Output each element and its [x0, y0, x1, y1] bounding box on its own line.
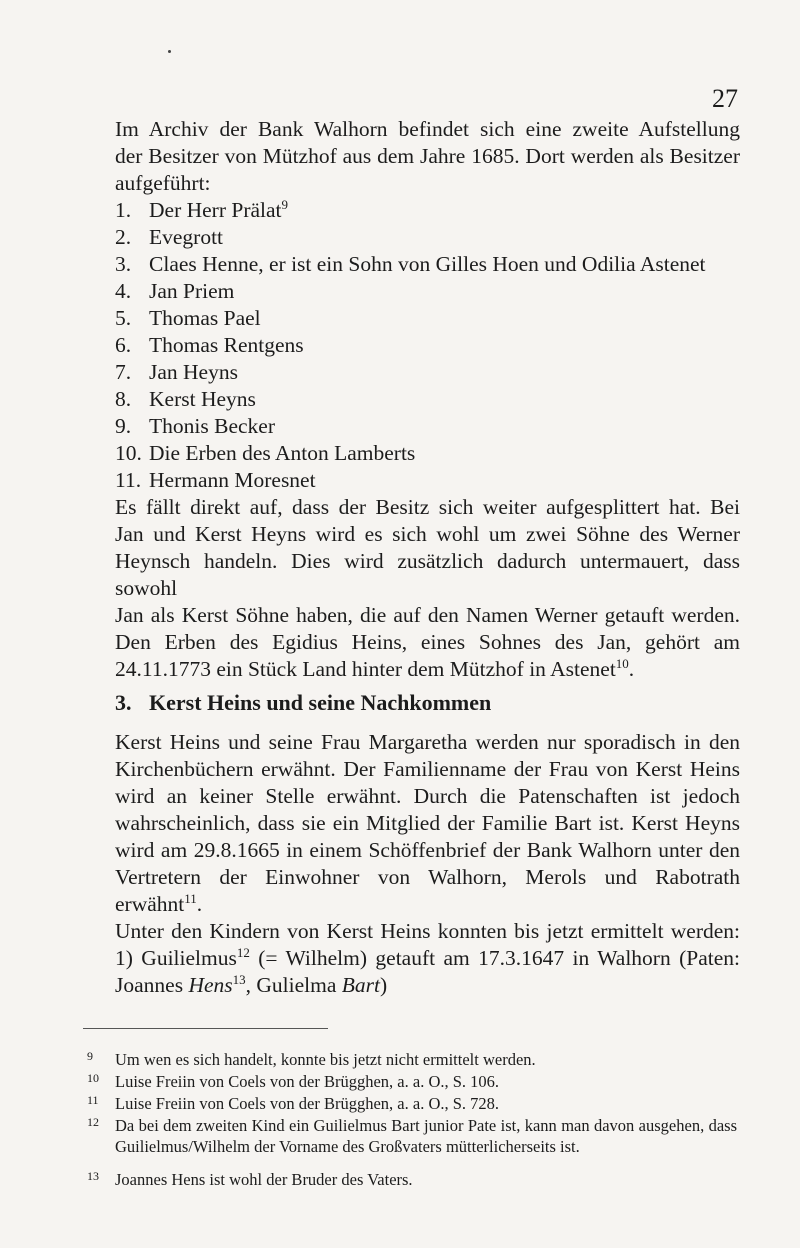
text-line: wahrscheinlich, dass sie ein Mitglied der Familie Bart ist. Kerst Heyns: [115, 811, 740, 835]
paragraph-besitz: [115, 494, 740, 683]
owners-list: [115, 197, 740, 494]
footnote: 13 Joannes Hens ist wohl der Bruder des Vaters.: [87, 1169, 413, 1189]
section-heading: 3. Kerst Heins und seine Nachkommen: [115, 690, 492, 715]
text-line: Kerst Heins und seine Frau Margaretha werden nur sporadisch in den: [115, 730, 740, 754]
text-line: der Besitzer von Mützhof aus dem Jahre 1685. Dort werden als Besitzer: [115, 144, 740, 168]
list-item: 4. Jan Priem: [115, 279, 235, 303]
list-item: 2. Evegrott: [115, 225, 224, 249]
text-line: aufgeführt:: [115, 171, 211, 195]
child-entry: 1) Guilielmus$^{12}$ (= Wilhelm) getauft am 17.3.1647 in Walhorn (Paten:: [115, 944, 740, 970]
text-line: Es fällt direkt auf, dass der Besitz sich weiter aufgesplittert hat. Bei: [115, 495, 740, 519]
list-item: 7. Jan Heyns: [115, 360, 238, 384]
text-line: 24.11.1773 ein Stück Land hinter dem Mützhof in Astenet$^{10}$.: [115, 655, 635, 681]
text-line: Heynsch handeln. Dies wird zusätzlich dadurch untermauert, dass sowohl: [115, 549, 740, 600]
footnote: 9 Um wen es sich handelt, konnte bis jetzt nicht ermittelt werden.: [87, 1049, 536, 1069]
paragraph-kerst: [115, 729, 740, 999]
list-item: 9. Thonis Becker: [115, 414, 275, 438]
text-line: wird an keiner Stelle erwähnt. Durch die Patenschaften ist jedoch: [115, 784, 740, 808]
list-item: 1. Der Herr Prälat$^9$: [115, 196, 289, 222]
ink-speck: [168, 50, 171, 53]
footnote: 11 Luise Freiin von Coels von der Brügghen, a. a. O., S. 728.: [87, 1093, 500, 1113]
text-line: Kirchenbüchern erwähnt. Der Familienname der Frau von Kerst Heins: [115, 757, 740, 781]
footnote: 12 Da bei dem zweiten Kind ein Guilielmus Bart junior Pate ist, kann man davon ausgehen, dass Guilielmus/Wilhelm der Vorname des Großvaters mütterlicherseits ist.: [87, 1115, 737, 1156]
page-number: 27: [712, 84, 738, 113]
intro-paragraph: [115, 116, 740, 197]
list-item: 10. Die Erben des Anton Lamberts: [115, 441, 416, 465]
footnote: 10 Luise Freiin von Coels von der Brügghen, a. a. O., S. 106.: [87, 1071, 500, 1091]
child-entry-line2: Joannes Hens$^{13}$, Gulielma Bart): [115, 971, 388, 997]
list-item: 3. Claes Henne, er ist ein Sohn von Gilles Hoen und Odilia Astenet: [115, 252, 706, 276]
text-line: Jan und Kerst Heyns wird es sich wohl um zwei Söhne des Werner: [115, 522, 740, 546]
text-line: Unter den Kindern von Kerst Heins konnten bis jetzt ermittelt werden:: [115, 919, 740, 943]
list-item: 11. Hermann Moresnet: [115, 468, 316, 492]
list-item: 5. Thomas Pael: [115, 306, 261, 330]
text-line: wird am 29.8.1665 in einem Schöffenbrief der Bank Walhorn unter den: [115, 838, 740, 862]
text-line: Den Erben des Egidius Heins, eines Sohnes des Jan, gehört am: [115, 630, 740, 654]
list-item: 8. Kerst Heyns: [115, 387, 256, 411]
list-item: 6. Thomas Rentgens: [115, 333, 304, 357]
text-line: Jan als Kerst Söhne haben, die auf den Namen Werner getauft werden.: [115, 603, 740, 627]
footnote-divider: [83, 1028, 328, 1029]
text-line: Vertretern der Einwohner von Walhorn, Merols und Rabotrath erwähnt$^{11}$.: [115, 865, 740, 916]
text-line: Im Archiv der Bank Walhorn befindet sich eine zweite Aufstellung: [115, 117, 740, 141]
